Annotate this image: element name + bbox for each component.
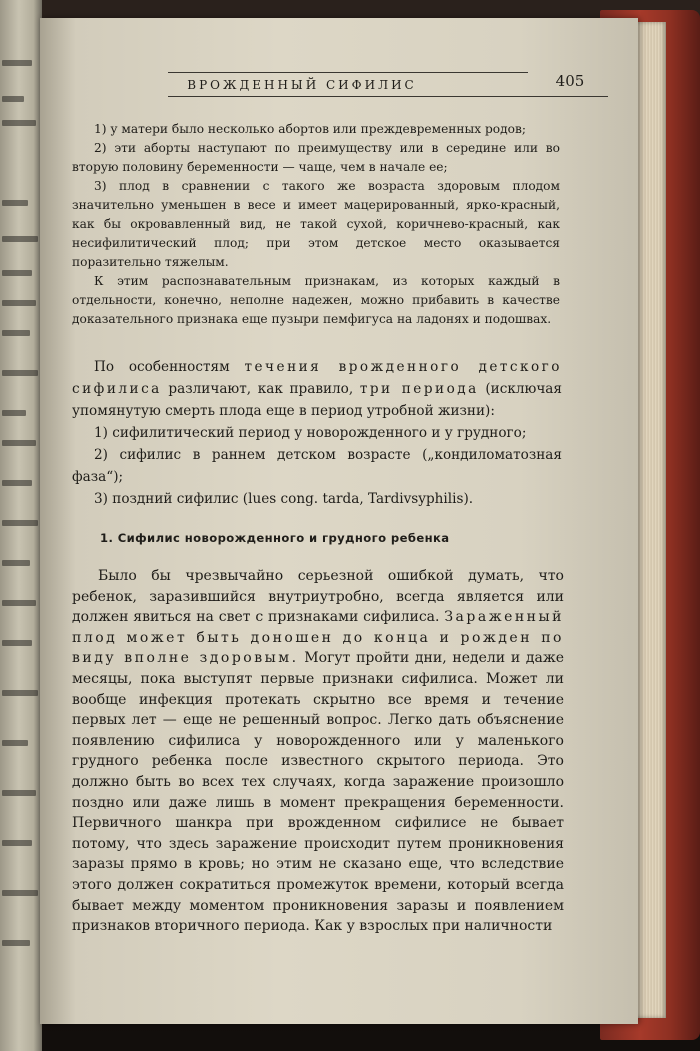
header-rule <box>168 96 608 97</box>
intro-item: К этим распознавательным признакам, из которых каждый в отдельности, конечно, неполне надежен, можно прибавить в качестве доказательного признака еще пузыри пемфигуса на ладонях и подошвах. <box>72 274 560 326</box>
running-head: ВРОЖДЕННЫЙ СИФИЛИС <box>187 78 417 92</box>
spaced-emphasis: три периода <box>359 381 479 397</box>
header-rule <box>168 72 528 73</box>
period-item: 3) поздний сифилис (lues cong. tarda, Tardivsyphilis). <box>94 491 474 507</box>
book-page <box>40 18 638 1024</box>
intro-item: 3) плод в сравнении с такого же возраста здоровым плодом значительно уменьшен в весе и имеет мацерированный, ярко-красный, как бы окровавленный вид, не такой сухой, коричнево-красный, как несифилитический плод; при этом детское место оказывается поразительно тяжелым. <box>72 179 560 269</box>
spaced-emphasis: Зараженный плод может быть доношен до конца и рожден по виду вполне здоровым. <box>72 609 564 667</box>
intro-item: 2) эти аборты наступают по преимуществу или в середине или во вторую половину беременности — чаще, чем в начале ее; <box>72 141 560 174</box>
body-paragraph: Было бы чрезвычайно серьезной ошибкой думать, что ребенок, заразившийся внутриутробно, всегда является или должен явиться на свет с признаками сифилиса. Зараженный плод может быть доношен до конца и рожден по виду вполне здоровым. Могут пройти дни, недели и даже месяцы, пока выступят первые признаки сифилиса. Может ли вообще инфекция протекать скрытно все время и течение первых лет — еще не решенный вопрос. Легко дать объяснение появлению сифилиса у новорожденного или у маленького грудного ребенка после известного скрытого периода. Это должно быть во всех тех случаях, когда заражение произошло поздно или даже лишь в момент прекращения беременности. Первичного шанкра при врожденном сифилисе не бывает потому, что здесь заражение происходит путем проникновения заразы прямо в кровь; но этим не сказано еще, что вследствие этого должен сократиться промежуток времени, который всегда бывает между моментом проникновения заразы и появлением признаков вторичного периода. Как у взрослых при наличности <box>72 568 565 935</box>
spaced-emphasis: течения врожденного детского сифилиса <box>72 359 562 397</box>
left-page-edge <box>0 0 42 1051</box>
intro-item: 1) у матери было несколько абортов или преждевременных родов; <box>94 122 526 136</box>
section-heading: 1. Сифилис новорожденного и грудного ребенка <box>100 531 450 545</box>
period-item: 2) сифилис в раннем детском возрасте („кондиломатозная фаза“); <box>72 447 562 485</box>
page-number: 405 <box>555 72 585 90</box>
periods-paragraph <box>72 356 562 510</box>
period-item: 1) сифилитический период у новорожденного и у грудного; <box>94 425 527 441</box>
intro-list <box>72 120 560 329</box>
section-body <box>72 566 564 937</box>
periods-intro: По особенностям течения врожденного детского сифилиса различают, как правило, три периода (исключая упомянутую смерть плода еще в период утробной жизни): <box>72 359 562 419</box>
